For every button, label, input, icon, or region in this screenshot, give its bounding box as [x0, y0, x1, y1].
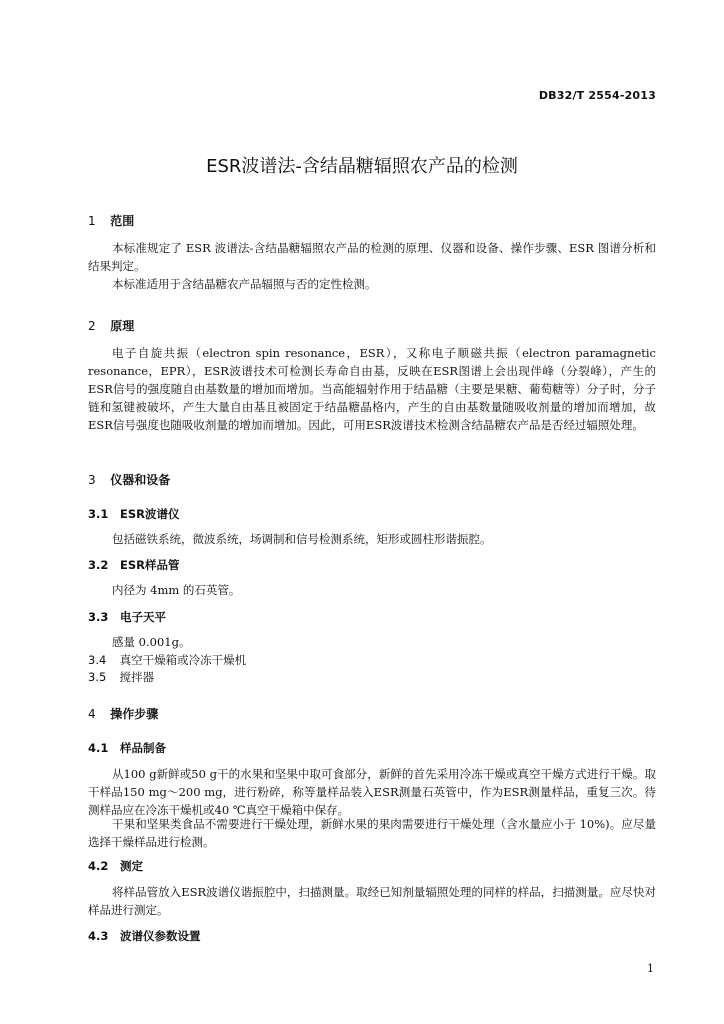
subsection-label: ESR波谱仪: [120, 507, 180, 521]
subsection-label: ESR样品管: [120, 558, 180, 572]
scope-paragraph-1: 本标准规定了 ESR 波谱法-含结晶糖辐照农产品的检测的原理、仪器和设备、操作步骤、ESR 图谱分析和结果判定。: [88, 241, 656, 273]
subsection-number: 4.3: [88, 929, 109, 943]
section-number: 4: [88, 707, 96, 721]
subsection-heading-drying-oven: [88, 652, 246, 668]
esr-spectrometer-text: 包括磁铁系统，微波系统，场调制和信号检测系统，矩形或圆柱形谐振腔。: [112, 532, 492, 546]
subsection-number: 3.2: [88, 558, 109, 572]
section-heading-scope: [88, 212, 134, 229]
subsection-number: 4.2: [88, 859, 109, 873]
subsection-label: 搅拌器: [119, 670, 155, 684]
standard-code: DB32/T 2554-2013: [538, 89, 656, 102]
measurement-paragraph: 将样品管放入ESR波谱仪谐振腔中，扫描测量。取经已知剂量辐照处理的同样的样品，扫描测量。应尽快对样品进行测定。: [88, 885, 656, 917]
subsection-heading-stirrer: [88, 669, 154, 685]
subsection-heading-sample-tube: [88, 557, 180, 573]
sample-tube-text: 内径为 4mm 的石英管。: [112, 583, 241, 597]
subsection-label: 电子天平: [120, 610, 167, 624]
scope-paragraph-2: 本标准适用于含结晶糖农产品辐照与否的定性检测。: [112, 277, 377, 291]
subsection-heading-balance: [88, 609, 166, 625]
page-number: 1: [647, 962, 654, 975]
document-title: ESR波谱法-含结晶糖辐照农产品的检测: [206, 156, 518, 177]
subsection-number: 3.4: [88, 653, 107, 667]
section-number: 1: [88, 214, 96, 228]
subsection-number: 3.1: [88, 507, 109, 521]
section-heading-instruments: [88, 471, 170, 488]
subsection-heading-spectrometer-params: [88, 928, 201, 944]
sample-preparation-paragraph-1: 从100 g新鲜或50 g干的水果和坚果中取可食部分，新鲜的首先采用冷冻干燥或真空干燥方式进行干燥。取干样品150 mg～200 mg，进行粉碎，称等量样品装入ESR测量石英管中，作为ESR测量样品，重复三次。待测样品应在冷冻干燥机或40 ℃真空干燥箱中保存。: [88, 767, 656, 817]
subsection-heading-esr-spectrometer: [88, 506, 180, 522]
section-number: 2: [88, 319, 96, 333]
section-label: 操作步骤: [110, 707, 159, 721]
subsection-label: 样品制备: [120, 741, 167, 755]
sample-preparation-paragraph-2: 干果和坚果类食品不需要进行干燥处理，新鲜水果的果肉需要进行干燥处理（含水量应小于 10%)。应尽量选择干燥样品进行检测。: [88, 817, 656, 849]
subsection-label: 波谱仪参数设置: [120, 929, 201, 943]
section-label: 仪器和设备: [110, 473, 171, 487]
subsection-heading-measurement: [88, 858, 143, 874]
subsection-number: 3.5: [88, 670, 107, 684]
section-heading-procedure: [88, 705, 158, 722]
subsection-label: 测定: [120, 859, 144, 873]
subsection-number: 4.1: [88, 741, 109, 755]
subsection-number: 3.3: [88, 610, 109, 624]
section-heading-principle: [88, 317, 134, 334]
section-label: 范围: [110, 214, 135, 228]
subsection-heading-sample-preparation: [88, 740, 166, 756]
section-label: 原理: [110, 319, 135, 333]
principle-paragraph: 电子自旋共振（electron spin resonance，ESR），又称电子顺磁共振（electron paramagnetic resonance，EPR），ESR波谱技术可检测长寿命自由基，反映在ESR图谱上会出现伴峰（分裂峰），产生的ESR信号的强度随自由基数量的增加而增加。当高能辐射作用于结晶糖（主要是果糖、葡萄糖等）分子时，分子链和氢键被破坏，产生大量自由基且被固定于结晶糖晶格内，产生的自由基数量随吸收剂量的增加而增加，故ESR信号强度也随吸收剂量的增加而增加。因此，可用ESR波谱技术检测含结晶糖农产品是否经过辐照处理。: [88, 346, 656, 432]
section-number: 3: [88, 473, 96, 487]
balance-text: 感量 0.001g。: [112, 635, 191, 649]
subsection-label: 真空干燥箱或冷冻干燥机: [119, 653, 247, 667]
